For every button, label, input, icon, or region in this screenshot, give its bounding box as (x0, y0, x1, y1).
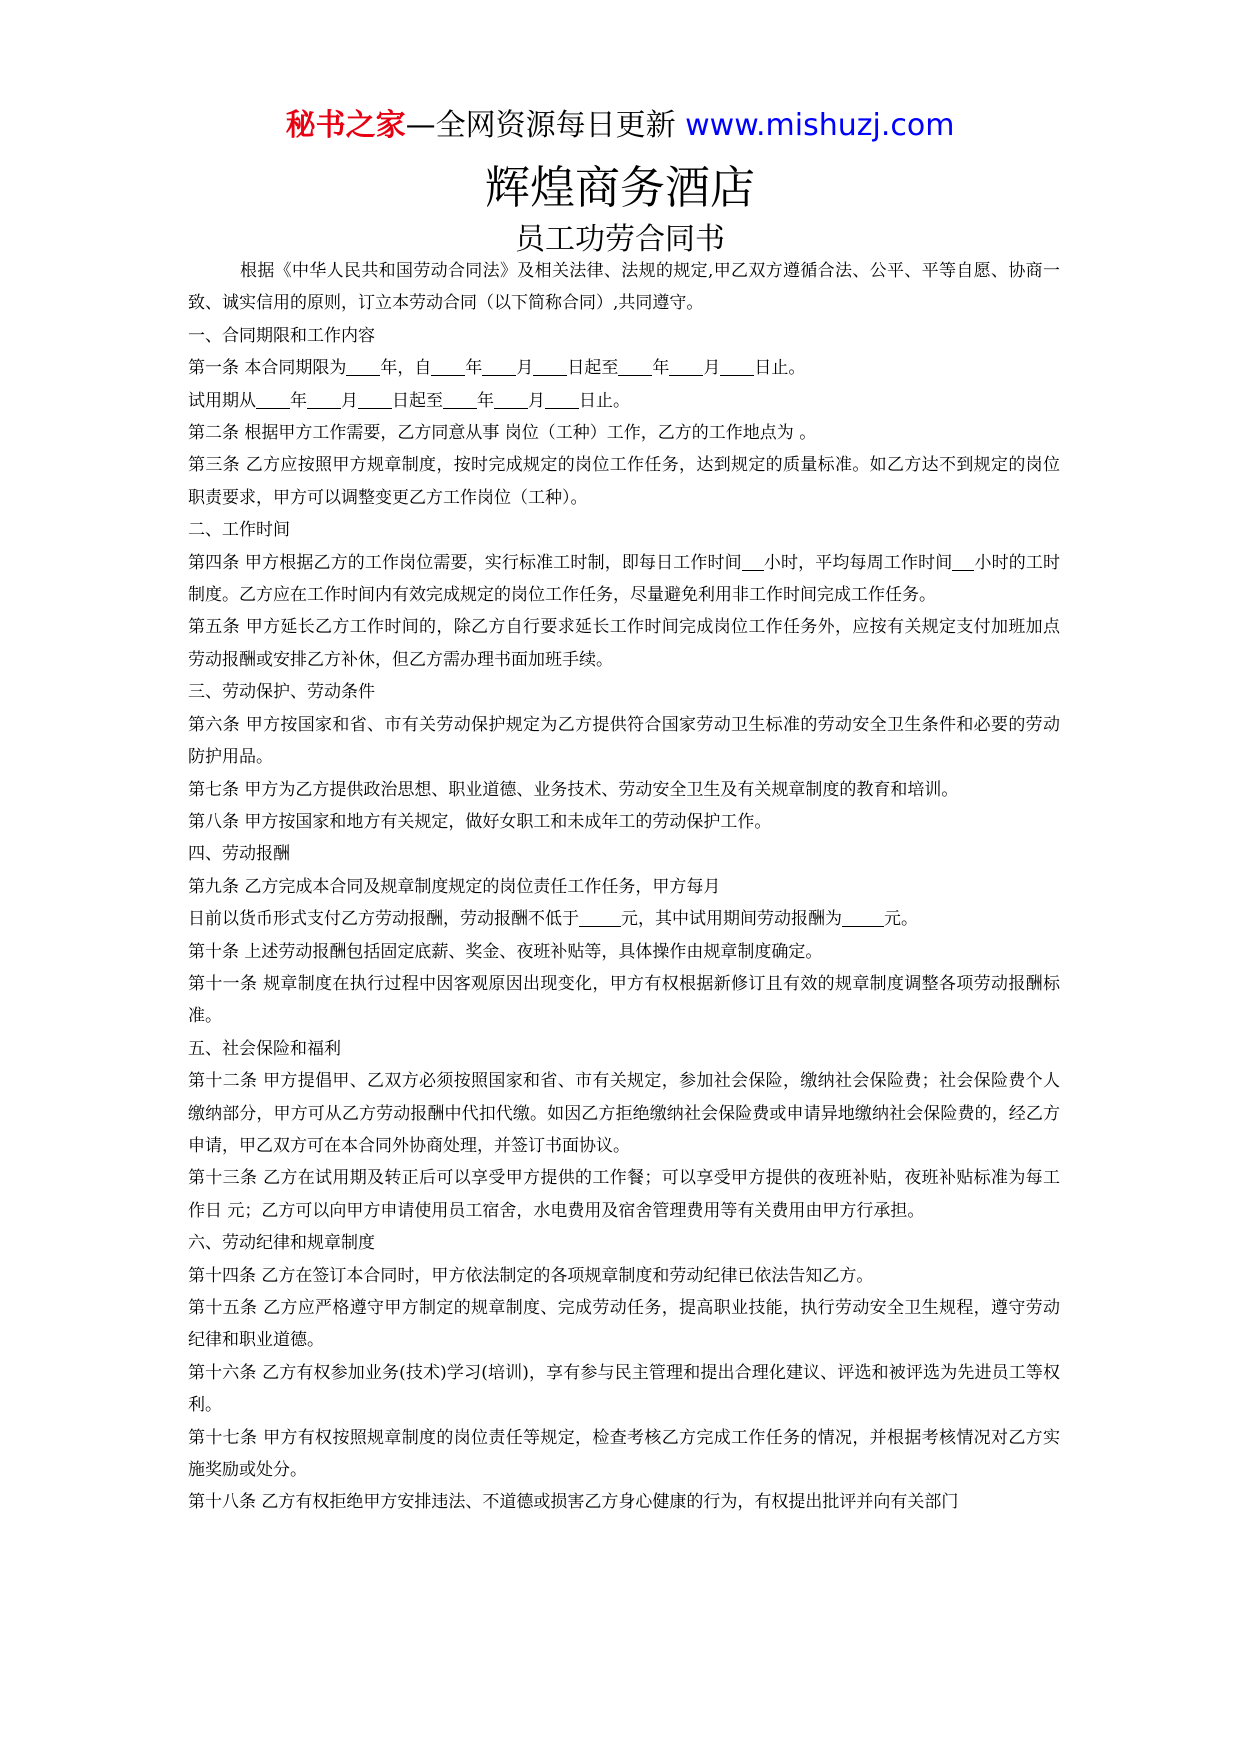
banner-slogan: —全网资源每日更新 (405, 108, 676, 143)
article-12: 第十二条 甲方提倡甲、乙双方必须按照国家和省、市有关规定，参加社会保险，缴纳社会保险费；社会保险费个人缴纳部分，甲方可从乙方劳动报酬中代扣代缴。如因乙方拒绝缴纳社会保险费或申请异地缴纳社会保险费的，经乙方申请，甲乙双方可在本合同外协商处理，并签订书面协议。 (188, 1071, 1060, 1156)
document-title: 辉煌商务酒店 (484, 161, 755, 214)
article-2: 第二条 根据甲方工作需要，乙方同意从事 岗位（工种）工作，乙方的工作地点为 。 (188, 423, 817, 444)
article-15: 第十五条 乙方应严格遵守甲方制定的规章制度、完成劳动任务，提高职业技能，执行劳动安全卫生规程，遵守劳动纪律和职业道德。 (188, 1298, 1060, 1351)
article-3: 第三条 乙方应按照甲方规章制度，按时完成规定的岗位工作任务，达到规定的质量标准。如乙方达不到规定的岗位职责要求，甲方可以调整变更乙方工作岗位（工种）。 (188, 455, 1060, 508)
blank-line (742, 552, 764, 571)
blank-line (720, 357, 754, 376)
article-13: 第十三条 乙方在试用期及转正后可以享受甲方提供的工作餐；可以享受甲方提供的夜班补贴，夜班补贴标准为每工作日 元；乙方可以向甲方申请使用员工宿舍，水电费用及宿舍管理费用等有关费用由甲方行承担。 (188, 1168, 1060, 1221)
blank-line (494, 390, 528, 409)
article-9: 第九条 乙方完成本合同及规章制度规定的岗位责任工作任务，甲方每月 (188, 876, 721, 897)
blank-line (842, 908, 884, 927)
blank-line (618, 357, 652, 376)
article-6: 第六条 甲方按国家和省、市有关劳动保护规定为乙方提供符合国家劳动卫生标准的劳动安全卫生条件和必要的劳动防护用品。 (188, 714, 1060, 768)
article-14: 第十四条 乙方在签订本合同时，甲方依法制定的各项规章制度和劳动纪律已依法告知乙方。 (188, 1265, 874, 1286)
section-heading: 五、社会保险和福利 (188, 1038, 341, 1059)
blank-line (256, 390, 290, 409)
blank-line (346, 357, 380, 376)
section-heading: 六、劳动纪律和规章制度 (188, 1233, 375, 1254)
blank-line (358, 390, 392, 409)
blank-line (579, 908, 621, 927)
article-7: 第七条 甲方为乙方提供政治思想、职业道德、业务技术、劳动安全卫生及有关规章制度的教育和培训。 (188, 779, 959, 800)
section-heading: 四、劳动报酬 (188, 844, 290, 865)
article-8: 第八条 甲方按国家和地方有关规定，做好女职工和未成年工的劳动保护工作。 (188, 811, 772, 832)
blank-line (669, 357, 703, 376)
banner-url-link[interactable]: www.mishuzj.com (685, 108, 955, 143)
blank-line (533, 357, 567, 376)
contract-body (188, 255, 1060, 1655)
blank-line (482, 357, 516, 376)
site-banner (0, 98, 1240, 154)
article-18: 第十八条 乙方有权拒绝甲方安排违法、不道德或损害乙方身心健康的行为，有权提出批评并向有关部门 (188, 1492, 959, 1513)
article-10: 第十条 上述劳动报酬包括固定底薪、奖金、夜班补贴等，具体操作由规章制度确定。 (188, 941, 823, 962)
section-heading: 二、工作时间 (188, 520, 290, 541)
blank-line (952, 552, 974, 571)
blank-line (431, 357, 465, 376)
blank-line (545, 390, 579, 409)
article-16: 第十六条 乙方有权参加业务(技术)学习(培训)，享有参与民主管理和提出合理化建议、评选和被评选为先进员工等权利。 (188, 1362, 1060, 1416)
banner-brand: 秘书之家 (285, 108, 406, 143)
article-4: 第四条 甲方根据乙方的工作岗位需要，实行标准工时制，即每日工作时间 小时，平均每周工作时间 小时的工时制度。乙方应在工作时间内有效完成规定的岗位工作任务，尽量避免利用非工作时间完成工作任务。 (188, 552, 1061, 606)
article-17: 第十七条 甲方有权按照规章制度的岗位责任等规定，检查考核乙方完成工作任务的情况，并根据考核情况对乙方实施奖励或处分。 (188, 1427, 1060, 1481)
intro-paragraph: 根据《中华人民共和国劳动合同法》及相关法律、法规的规定,甲乙双方遵循合法、公平、平等自愿、协商一致、诚实信用的原则，订立本劳动合同（以下简称合同）,共同遵守。 (188, 261, 1060, 314)
article-1: 第一条 本合同期限为 年，自 年 月 日起至 年 月 日止。 (188, 358, 806, 379)
article-11: 第十一条 规章制度在执行过程中因客观原因出现变化，甲方有权根据新修订且有效的规章制度调整各项劳动报酬标准。 (188, 973, 1060, 1027)
blank-line (307, 390, 341, 409)
section-heading: 一、合同期限和工作内容 (188, 325, 375, 346)
blank-line (443, 390, 477, 409)
document-subtitle: 员工功劳合同书 (515, 222, 725, 257)
trial-period: 试用期从 年 月 日起至 年 月 日止。 (188, 390, 630, 411)
article-9-continued: 日前以货币形式支付乙方劳动报酬，劳动报酬不低于 元，其中试用期间劳动报酬为 元。 (188, 909, 918, 930)
section-heading: 三、劳动保护、劳动条件 (188, 682, 375, 703)
article-5: 第五条 甲方延长乙方工作时间的，除乙方自行要求延长工作时间完成岗位工作任务外，应按有关规定支付加班加点劳动报酬或安排乙方补休，但乙方需办理书面加班手续。 (188, 617, 1060, 670)
